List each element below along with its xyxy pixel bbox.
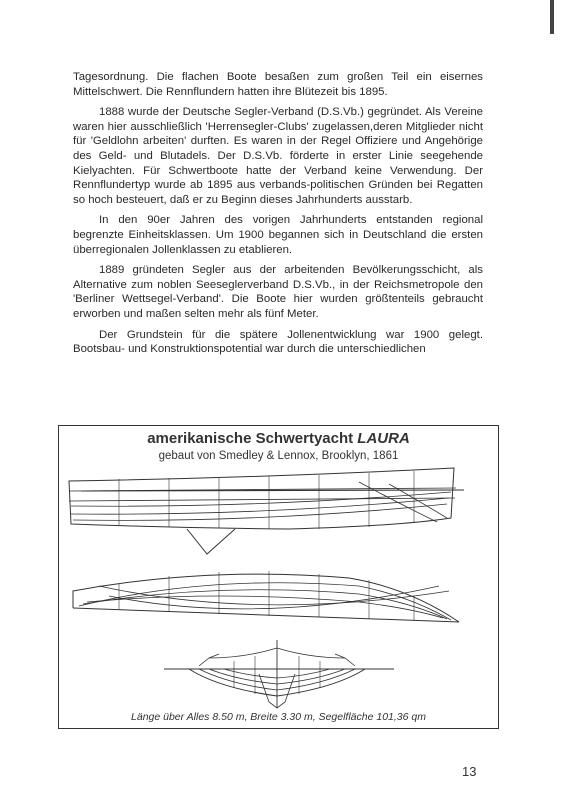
- paragraph-5: Der Grundstein für die spätere Jollenentwicklung war 1900 gelegt. Bootsbau- und Konstruktionspotential war durch die unterschiedlichen: [73, 328, 483, 356]
- figure-subtitle: gebaut von Smedley & Lennox, Brooklyn, 1861: [158, 450, 399, 462]
- lines-plan-drawing: [59, 426, 500, 730]
- boat-plan-figure: [58, 425, 499, 729]
- scan-edge-mark: [550, 0, 554, 34]
- paragraph-1: Tagesordnung. Die flachen Boote besaßen zum großen Teil ein eisernes Mittelschwert. Die Rennflundern hatten ihre Blütezeit bis 1895.: [73, 71, 483, 98]
- profile-view: [69, 468, 464, 554]
- body-plan-view: [164, 640, 394, 708]
- body-text: [73, 70, 483, 363]
- half-breadth-view: [73, 571, 459, 622]
- figure-caption: Länge über Alles 8.50 m, Breite 3.30 m, Segelfläche 101,36 qm: [131, 711, 426, 723]
- paragraph-3: In den 90er Jahren des vorigen Jahrhunderts entstanden regional begrenzte Einheitsklassen. Um 1900 begannen sich in Deutschland die ersten überregionalen Jollenklassen zu etablieren.: [73, 214, 483, 256]
- paragraph-4: 1889 gründeten Segler aus der arbeitenden Bevölkerungsschicht, als Alternative zum noblen Seeseglerverband D.S.Vb., in der Reichsmetropole den 'Berliner Wettsegel-Verband'. Die Boote hier wurden größtenteils gebraucht erworben und maßen selten mehr als fünf Meter.: [73, 264, 483, 320]
- figure-title-boat-name: LAURA: [357, 430, 410, 447]
- figure-title-prefix: amerikanische Schwertyacht: [147, 430, 358, 447]
- page-number: 13: [462, 764, 477, 779]
- paragraph-2: 1888 wurde der Deutsche Segler-Verband (D.S.Vb.) gegründet. Als Vereine waren hier ausschließlich 'Herrensegler-Clubs' zugelassen,deren Mitglieder nicht für 'Geldlohn arbeiten' durften. Es waren in der Regel Offiziere und Angehörige des Geld- und Blutadels. Der D.S.Vb. förderte in erster Linie seegehende Kielyachten. Für Schwertboote hatte der Verband keine Verwendung. Der Rennflundertyp wurde ab 1895 aus verbands-politischen Gründen bei Regatten so hoch besteuert, daß er zu Beginn dieses Jahrhunderts ausstarb.: [73, 106, 483, 206]
